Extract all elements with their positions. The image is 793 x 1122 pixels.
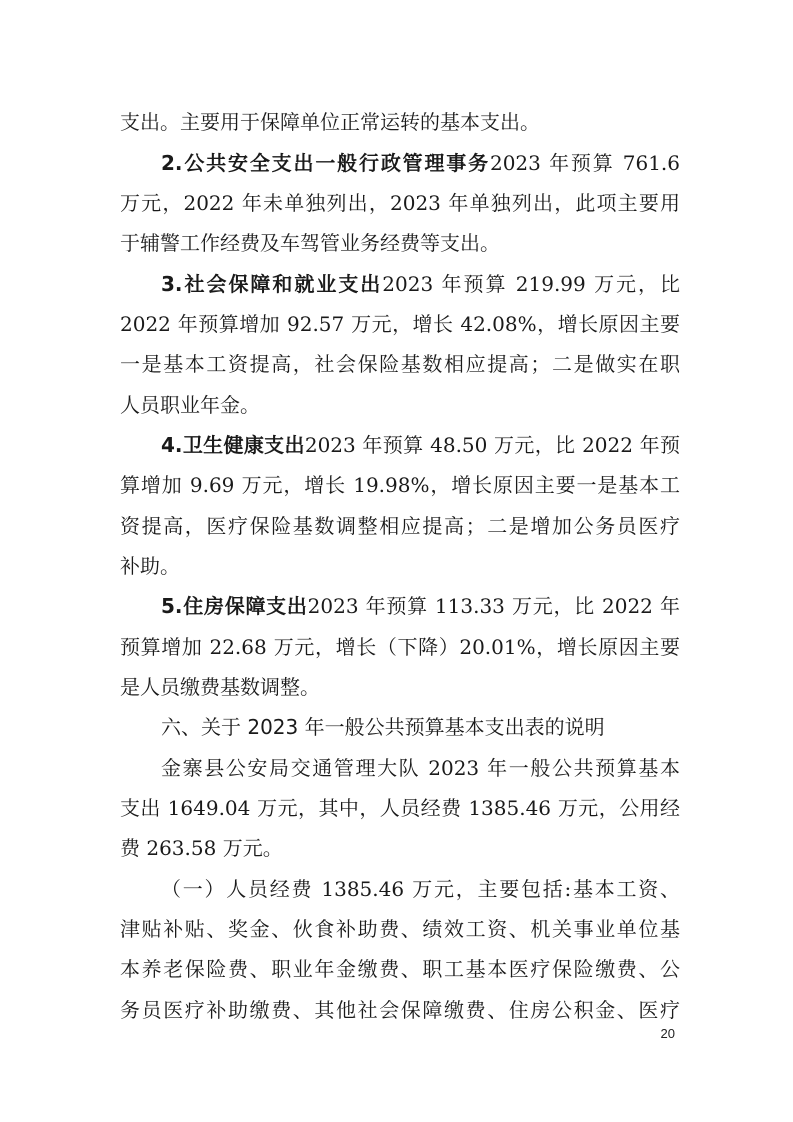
paragraph-line: 津贴补贴、奖金、伙食补助费、绩效工资、机关事业单位基: [120, 917, 680, 941]
item-heading: 5.住房保障支出: [161, 594, 308, 618]
paragraph-line: 2022 年预算增加 92.57 万元，增长 42.08%，增长原因主要: [120, 312, 680, 336]
paragraph-line: 务员医疗补助缴费、其他社会保障缴费、住房公积金、医疗: [120, 998, 680, 1022]
paragraph-line: 预算增加 22.68 万元，增长（下降）20.01%，增长原因主要: [120, 635, 680, 659]
paragraph-line: 3.社会保障和就业支出2023 年预算 219.99 万元，比: [161, 272, 680, 296]
paragraph-line: 4.卫生健康支出2023 年预算 48.50 万元，比 2022 年预: [161, 433, 680, 457]
paragraph-line: 于辅警工作经费及车驾管业务经费等支出。: [120, 231, 500, 255]
paragraph-line: 一是基本工资提高，社会保险基数相应提高；二是做实在职: [120, 352, 680, 376]
paragraph-line: 万元，2022 年未单独列出，2023 年单独列出，此项主要用: [120, 191, 680, 215]
paragraph-line: 人员职业年金。: [120, 393, 260, 417]
paragraph-line: 费 263.58 万元。: [120, 836, 283, 860]
paragraph-line: 支出 1649.04 万元，其中，人员经费 1385.46 万元，公用经: [120, 796, 680, 820]
item-heading: 4.卫生健康支出: [161, 433, 305, 457]
item-heading: 3.社会保障和就业支出: [161, 272, 383, 296]
paragraph-line: 资提高，医疗保险基数调整相应提高；二是增加公务员医疗: [120, 514, 680, 538]
paragraph-line: 支出。主要用于保障单位正常运转的基本支出。: [120, 110, 540, 134]
paragraph-line: 5.住房保障支出2023 年预算 113.33 万元，比 2022 年: [161, 594, 680, 618]
paragraph-line: 算增加 9.69 万元，增长 19.98%，增长原因主要一是基本工: [120, 473, 680, 497]
paragraph-line: （一）人员经费 1385.46 万元，主要包括:基本工资、: [161, 877, 680, 901]
paragraph-line: 补助。: [120, 554, 180, 578]
paragraph-line: 金寨县公安局交通管理大队 2023 年一般公共预算基本: [161, 756, 680, 780]
page-number: 20: [660, 1026, 675, 1041]
paragraph-line: 是人员缴费基数调整。: [120, 675, 320, 699]
section-heading: 六、关于 2023 年一般公共预算基本支出表的说明: [161, 715, 605, 739]
paragraph-line: 2.公共安全支出一般行政管理事务2023 年预算 761.6: [161, 151, 680, 175]
item-heading: 2.公共安全支出一般行政管理事务: [161, 151, 490, 175]
paragraph-line: 本养老保险费、职业年金缴费、职工基本医疗保险缴费、公: [120, 957, 680, 981]
